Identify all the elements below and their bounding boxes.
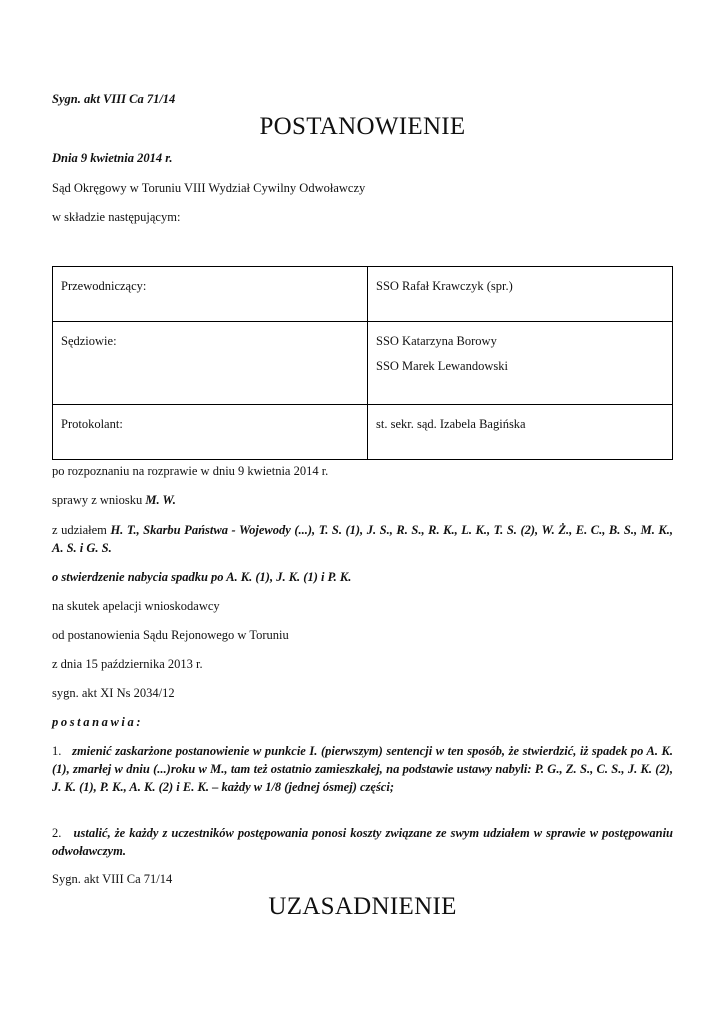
composition-intro: w składzie następującym: [52,210,181,224]
decision-point-2 [52,824,673,860]
point-text: ustalić, że każdy z uczestników postępowania ponosi koszty związane ze swym udziałem w sprawie w postępowaniu odwoławczym. [52,826,673,858]
lower-court-date: z dnia 15 października 2013 r. [52,657,203,671]
case-number-top: Sygn. akt VIII Ca 71/14 [52,92,176,106]
justification-title: UZASADNIENIE [268,893,457,920]
participants-prefix: z udziałem [52,523,111,537]
court-name: Sąd Okręgowy w Toruniu VIII Wydział Cywilny Odwoławczy [52,181,366,195]
court-panel-table [52,266,673,460]
case-number-bottom: Sygn. akt VIII Ca 71/14 [52,872,173,886]
point-text: zmienić zaskarżone postanowienie w punkcie I. (pierwszym) sentencji w ten sposób, że stwierdzić, iż spadek po A. K. (1), zmarłej w dniu (...)roku w M., tam też ostatnio zamieszkałej, na podstawie ustawy nabyli: P. G., Z. S., C. S., J. K. (2), J. K. (1), P. K., A. K. (2) i E. K. – każdy w 1/8 (jednej ósmej) części; [52,744,674,794]
panel-row-judges [53,322,673,405]
panel-row-chair [53,267,673,322]
panel-label: Protokolant: [53,405,368,460]
decision-word: postanawia: [52,715,144,729]
point-number: 2. [52,826,62,840]
decision-date: Dnia 9 kwietnia 2014 r. [52,151,173,165]
hearing-line: po rozpoznaniu na rozprawie w dniu 9 kwietnia 2014 r. [52,464,329,478]
applicant-prefix: sprawy z wniosku [52,493,146,507]
panel-row-clerk [53,405,673,460]
panel-label: Przewodniczący: [53,267,368,322]
judge-name: SSO Katarzyna Borowy [376,334,497,348]
judge-name: SSO Marek Lewandowski [376,359,508,373]
applicant-name: M. W. [145,493,176,507]
participants-line [52,521,673,557]
appeal-line: na skutek apelacji wnioskodawcy [52,599,220,613]
lower-court-line: od postanowienia Sądu Rejonowego w Toruniu [52,628,289,642]
decision-point-1 [52,742,673,796]
document-title: POSTANOWIENIE [259,113,466,140]
applicant-line [52,491,673,509]
case-subject: o stwierdzenie nabycia spadku po A. K. (1), J. K. (1) i P. K. [52,570,352,584]
panel-value: SSO Rafał Krawczyk (spr.) [368,267,673,322]
panel-value [368,322,673,405]
panel-label: Sędziowie: [53,322,368,405]
participants-names: H. T., Skarbu Państwa - Wojewody (...), T. S. (1), J. S., R. S., R. K., L. K., T. S. (2), W. Ż., E. C., B. S., M. K., A. S. i G. S. [52,523,673,555]
panel-value: st. sekr. sąd. Izabela Bagińska [368,405,673,460]
lower-court-case-number: sygn. akt XI Ns 2034/12 [52,686,175,700]
point-number: 1. [52,744,62,758]
